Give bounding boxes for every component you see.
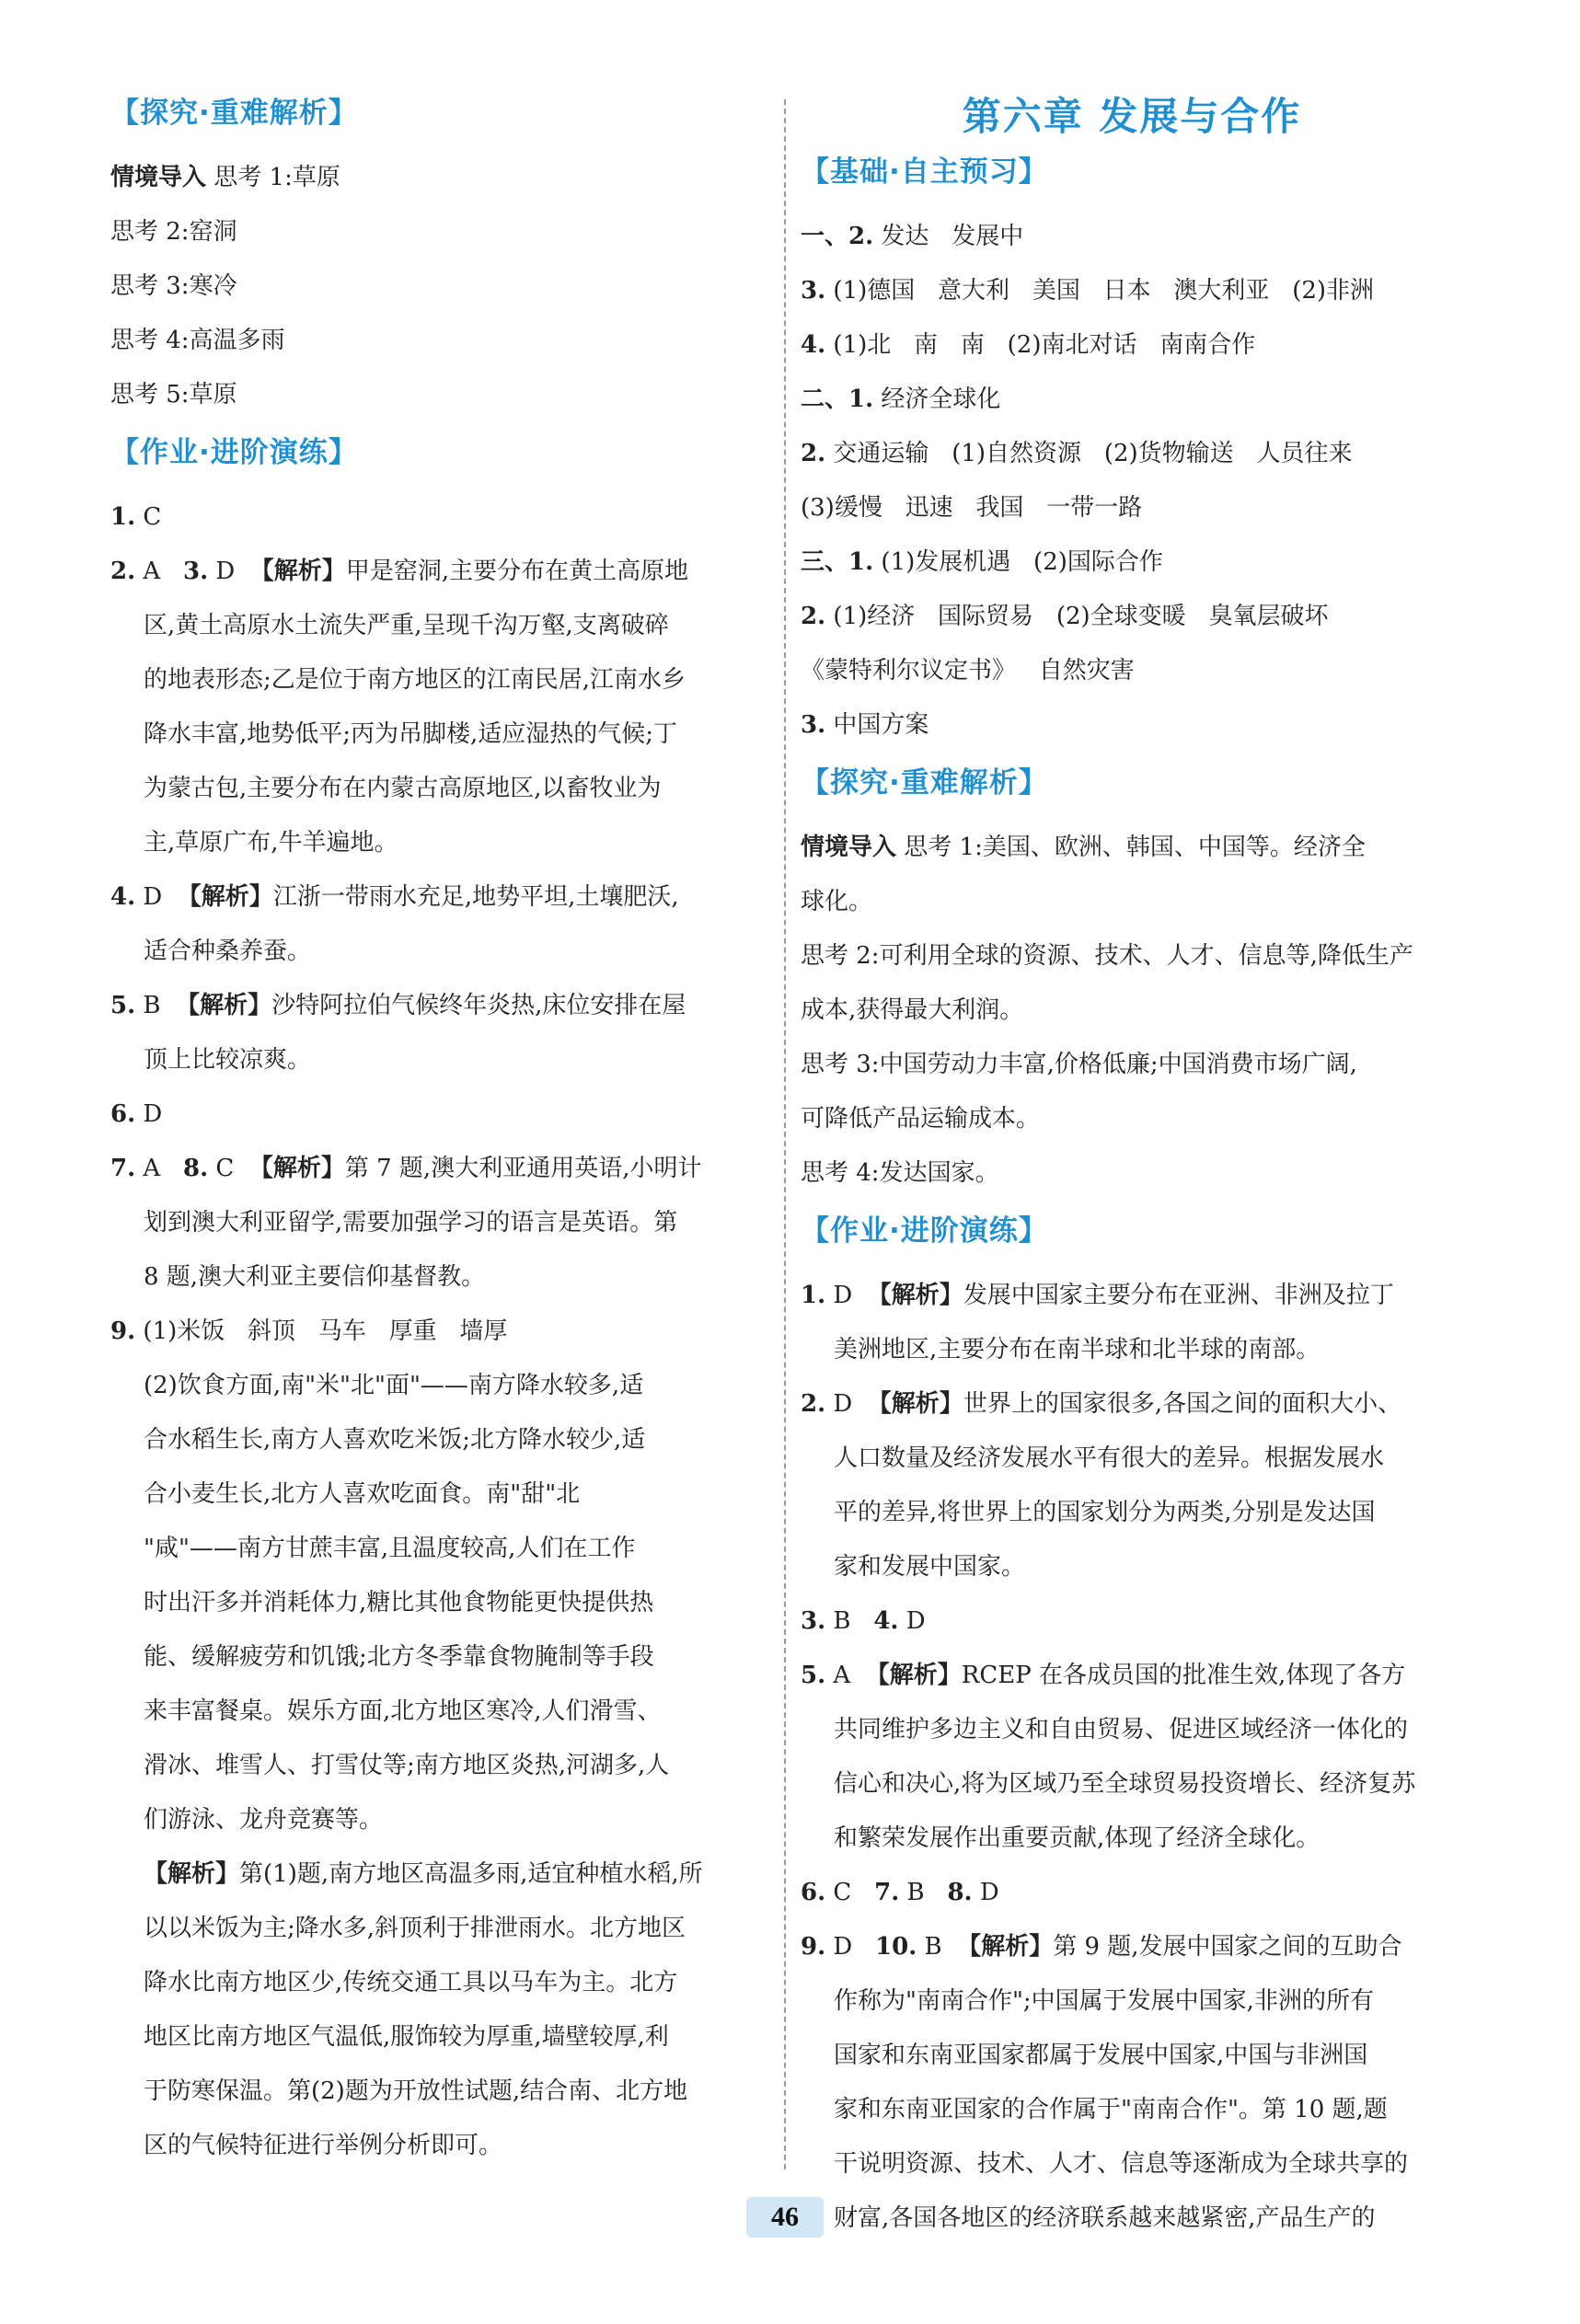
- bold-label: 【解析】: [248, 1155, 345, 1182]
- line-text: D: [825, 1390, 868, 1418]
- answer-line: [110, 2010, 768, 2065]
- line-text: D: [972, 1879, 999, 1906]
- answer-line: [801, 1038, 1463, 1092]
- bold-label: 10.: [875, 1933, 917, 1961]
- line-text: 时出汗多并消耗体力,糖比其他食物能更快提供热: [144, 1589, 654, 1616]
- answer-line: [801, 535, 1463, 590]
- line-text: 能、缓解疲劳和饥饿;北方冬季靠食物腌制等手段: [144, 1643, 654, 1671]
- line-text: (1)米饭 斜顶 马车 厚重 墙厚: [135, 1317, 508, 1345]
- bold-label: 6.: [110, 1100, 136, 1128]
- line-text: 适合种桑养蚕。: [144, 938, 312, 965]
- right-column: [801, 83, 1463, 2246]
- answer-line: [801, 1377, 1463, 1432]
- line-text: 思考 3:中国劳动力丰富,价格低廉;中国消费市场广阔,: [801, 1051, 1357, 1078]
- line-text: 发达 发展中: [873, 223, 1024, 250]
- answer-line: [110, 2065, 768, 2119]
- answer-line: [801, 1323, 1463, 1377]
- answer-line: [801, 1486, 1463, 1540]
- line-text: B: [899, 1879, 948, 1906]
- line-text: 以以米饭为主;降水多,斜顶利于排泄雨水。北方地区: [144, 1915, 686, 1942]
- answer-line: [110, 1413, 768, 1467]
- line-text: B: [135, 992, 177, 1019]
- bold-label: 4.: [110, 883, 136, 911]
- answer-line: [110, 1142, 768, 1196]
- section-heading: 【探究·重难解析】: [801, 766, 1048, 800]
- answer-line: [801, 1594, 1463, 1649]
- answer-line: [110, 259, 768, 314]
- answer-line: [801, 2192, 1463, 2246]
- line-text: 和繁荣发展作出重要贡献,体现了经济全球化。: [834, 1824, 1321, 1852]
- line-text: 滑冰、堆雪人、打雪仗等;南方地区炎热,河湖多,人: [144, 1752, 670, 1779]
- bold-label: 【解析】: [957, 1933, 1054, 1961]
- answer-line: [801, 590, 1463, 644]
- line-text: (1)发展机遇 (2)国际合作: [873, 548, 1163, 576]
- line-text: 国家和东南亚国家都属于发展中国家,中国与非洲国: [834, 2042, 1368, 2069]
- line-text: 江浙一带雨水充足,地势平坦,土壤肥沃,: [272, 883, 679, 911]
- answer-line: [110, 1359, 768, 1413]
- answer-line: [110, 870, 768, 925]
- answer-line: [801, 427, 1463, 481]
- line-text: 思考 4:高温多雨: [110, 327, 285, 354]
- line-text: 主,草原广布,牛羊遍地。: [144, 829, 398, 857]
- answer-line: [801, 481, 1463, 535]
- answer-line: [110, 1739, 768, 1793]
- section-heading: 【基础·自主预习】: [801, 155, 1048, 189]
- line-text: 作称为"南南合作";中国属于发展中国家,非洲的所有: [834, 1987, 1374, 2015]
- line-text: 8 题,澳大利亚主要信仰基督教。: [144, 1263, 486, 1291]
- answer-line: [801, 1866, 1463, 1920]
- bold-label: 1.: [801, 1282, 826, 1309]
- answer-line: [110, 368, 768, 422]
- answer-line: [110, 490, 768, 545]
- line-text: 球化。: [801, 888, 873, 915]
- line-text: 降水丰富,地势低平;丙为吊脚楼,适应湿热的气候;丁: [144, 720, 678, 748]
- line-text: D: [825, 1282, 868, 1309]
- line-text: 第 7 题,澳大利亚通用英语,小明计: [344, 1155, 702, 1182]
- bold-label: 8.: [947, 1879, 973, 1906]
- bold-label: 3.: [801, 1607, 826, 1635]
- line-text: 美洲地区,主要分布在南半球和北半球的南部。: [834, 1336, 1321, 1363]
- answer-line: [110, 151, 768, 205]
- line-text: 们游泳、龙舟竞赛等。: [144, 1806, 384, 1834]
- answer-line: [110, 979, 768, 1033]
- section-heading: 【作业·进阶演练】: [801, 1214, 1048, 1248]
- answer-line: [110, 1196, 768, 1250]
- line-text: D: [208, 558, 250, 585]
- line-text: C: [208, 1155, 249, 1182]
- bold-label: 情境导入: [110, 164, 207, 191]
- answer-line: [110, 653, 768, 708]
- bold-label: 7.: [874, 1879, 900, 1906]
- answer-line: [801, 210, 1463, 264]
- line-text: B: [917, 1933, 958, 1961]
- line-text: (1)德国 意大利 美国 日本 澳大利亚 (2)非洲: [825, 277, 1375, 305]
- line-text: 思考 3:寒冷: [110, 272, 237, 300]
- answer-line: [801, 875, 1463, 929]
- answer-line: [801, 1432, 1463, 1486]
- answer-line: [801, 1812, 1463, 1866]
- answer-line: [801, 1146, 1463, 1201]
- answer-line: [110, 1305, 768, 1359]
- line-text: 来丰富餐桌。娱乐方面,北方地区寒冷,人们滑雪、: [144, 1697, 662, 1725]
- bold-label: 5.: [801, 1662, 826, 1689]
- answer-line: [110, 708, 768, 762]
- line-text: 的地表形态;乙是位于南方地区的江南民居,江南水乡: [144, 666, 686, 694]
- answer-line: [801, 1757, 1463, 1812]
- answer-line: [110, 1793, 768, 1847]
- line-text: 《蒙特利尔议定书》 自然灾害: [801, 657, 1135, 685]
- line-text: 第(1)题,南方地区高温多雨,适宜种植水稻,所: [239, 1860, 703, 1888]
- bold-label: 3.: [801, 277, 826, 305]
- answer-line: [110, 1033, 768, 1087]
- answer-line: [801, 1092, 1463, 1146]
- line-text: 思考 4:发达国家。: [801, 1159, 999, 1187]
- line-text: 人口数量及经济发展水平有很大的差异。根据发展水: [834, 1444, 1385, 1472]
- answer-line: [801, 2083, 1463, 2137]
- line-text: D: [135, 1100, 163, 1128]
- answer-line: [110, 314, 768, 368]
- answer-line: [110, 2119, 768, 2173]
- line-text: 思考 2:可利用全球的资源、技术、人才、信息等,降低生产: [801, 942, 1413, 970]
- line-text: 地区比南方地区气温低,服饰较为厚重,墙壁较厚,利: [144, 2023, 669, 2051]
- bold-label: 9.: [801, 1933, 826, 1961]
- bold-label: 【解析】: [867, 1390, 963, 1418]
- line-text: 于防寒保温。第(2)题为开放性试题,结合南、北方地: [144, 2077, 688, 2105]
- line-text: (1)经济 国际贸易 (2)全球变暖 臭氧层破坏: [825, 603, 1329, 630]
- answer-line: [110, 1522, 768, 1576]
- section-heading: 【探究·重难解析】: [110, 97, 358, 130]
- line-text: 家和发展中国家。: [834, 1553, 1026, 1581]
- line-text: D: [825, 1933, 876, 1961]
- line-text: 合水稻生长,南方人喜欢吃米饭;北方降水较少,适: [144, 1426, 646, 1454]
- bold-label: 4.: [873, 1607, 899, 1635]
- answer-line: [801, 821, 1463, 875]
- page-number: 46: [746, 2197, 824, 2238]
- line-text: 共同维护多边主义和自由贸易、促进区域经济一体化的: [834, 1716, 1409, 1743]
- bold-label: 9.: [110, 1317, 136, 1345]
- line-text: 成本,获得最大利润。: [801, 996, 1024, 1024]
- line-text: 思考 5:草原: [110, 381, 237, 408]
- bold-label: 情境导入: [801, 834, 897, 861]
- line-text: A: [825, 1662, 866, 1689]
- bold-label: 2.: [801, 440, 826, 467]
- line-text: 为蒙古包,主要分布在内蒙古高原地区,以畜牧业为: [144, 775, 662, 802]
- answer-line: [110, 1902, 768, 1956]
- line-text: 区的气候特征进行举例分析即可。: [144, 2132, 503, 2159]
- line-text: B: [825, 1607, 874, 1635]
- answer-line: [801, 698, 1463, 753]
- line-text: "咸"——南方甘蔗丰富,且温度较高,人们在工作: [144, 1535, 636, 1562]
- bold-label: 【解析】: [865, 1662, 962, 1689]
- bold-label: 3.: [183, 558, 209, 585]
- bold-label: 2.: [801, 1390, 826, 1418]
- bold-label: 3.: [801, 711, 826, 739]
- answer-line: [110, 1847, 768, 1902]
- line-text: 降水比南方地区少,传统交通工具以马车为主。北方: [144, 1969, 678, 1996]
- answer-line: [801, 264, 1463, 318]
- line-text: 合小麦生长,北方人喜欢吃面食。南"甜"北: [144, 1480, 581, 1508]
- answer-line: [110, 925, 768, 979]
- bold-label: 5.: [110, 992, 136, 1019]
- line-text: 思考 1:美国、欧洲、韩国、中国等。经济全: [896, 834, 1366, 861]
- answer-line: [801, 1540, 1463, 1594]
- bold-label: 【解析】: [177, 883, 273, 911]
- left-column: [110, 83, 768, 2173]
- line-text: 平的差异,将世界上的国家划分为两类,分别是发达国: [834, 1499, 1376, 1526]
- line-text: D: [135, 883, 178, 911]
- line-text: 思考 2:窑洞: [110, 218, 237, 246]
- answer-line: [110, 1467, 768, 1522]
- line-text: 经济全球化: [873, 385, 1001, 413]
- answer-line: [801, 318, 1463, 373]
- answer-line: [110, 599, 768, 653]
- answer-line: [801, 984, 1463, 1038]
- answer-line: [801, 1703, 1463, 1757]
- answer-line: [801, 1269, 1463, 1323]
- line-text: 中国方案: [825, 711, 929, 739]
- line-text: 发展中国家主要分布在亚洲、非洲及拉丁: [963, 1282, 1394, 1309]
- line-text: RCEP 在各成员国的批准生效,体现了各方: [961, 1662, 1406, 1689]
- chapter-title: 第六章 发展与合作: [962, 94, 1302, 139]
- line-text: C: [135, 503, 162, 531]
- answer-line: [110, 1630, 768, 1685]
- answer-line: [110, 1956, 768, 2010]
- line-text: 甲是窑洞,主要分布在黄土高原地: [345, 558, 689, 585]
- line-text: (2)饮食方面,南"米"北"面"——南方降水较多,适: [144, 1372, 644, 1399]
- answer-line: [801, 644, 1463, 698]
- line-text: A: [135, 558, 183, 585]
- line-text: 世界上的国家很多,各国之间的面积大小、: [963, 1390, 1402, 1418]
- line-text: 沙特阿拉伯气候终年炎热,床位安排在屋: [271, 992, 686, 1019]
- line-text: 顶上比较凉爽。: [144, 1046, 312, 1074]
- bold-label: 7.: [110, 1155, 136, 1182]
- bold-label: 三、1.: [801, 548, 874, 576]
- bold-label: 2.: [110, 558, 136, 585]
- answer-line: [110, 762, 768, 816]
- line-text: (1)北 南 南 (2)南北对话 南南合作: [825, 331, 1256, 359]
- line-text: 财富,各国各地区的经济联系越来越紧密,产品生产的: [834, 2204, 1376, 2232]
- bold-label: 【解析】: [176, 992, 272, 1019]
- bold-label: 一、2.: [801, 223, 874, 250]
- answer-line: [110, 1685, 768, 1739]
- line-text: 信心和决心,将为区域乃至全球贸易投资增长、经济复苏: [834, 1770, 1416, 1798]
- line-text: 划到澳大利亚留学,需要加强学习的语言是英语。第: [144, 1209, 678, 1237]
- line-text: (3)缓慢 迅速 我国 一带一路: [801, 494, 1143, 522]
- answer-line: [801, 1920, 1463, 1974]
- answer-line: [110, 205, 768, 259]
- line-text: 可降低产品运输成本。: [801, 1105, 1041, 1133]
- bold-label: 4.: [801, 331, 826, 359]
- line-text: A: [135, 1155, 183, 1182]
- answer-line: [110, 1576, 768, 1630]
- answer-line: [801, 1974, 1463, 2029]
- bold-label: 1.: [110, 503, 136, 531]
- bold-label: 2.: [801, 603, 826, 630]
- line-text: 家和东南亚国家的合作属于"南南合作"。第 10 题,题: [834, 2096, 1388, 2123]
- bold-label: 【解析】: [144, 1860, 240, 1888]
- answer-line: [110, 1087, 768, 1142]
- line-text: 干说明资源、技术、人才、信息等逐渐成为全球共享的: [834, 2150, 1409, 2178]
- answer-line: [801, 2029, 1463, 2083]
- bold-label: 6.: [801, 1879, 826, 1906]
- answer-line: [801, 2137, 1463, 2192]
- answer-line: [801, 929, 1463, 984]
- line-text: D: [898, 1607, 926, 1635]
- answer-line: [801, 373, 1463, 427]
- line-text: 思考 1:草原: [206, 164, 340, 191]
- line-text: 区,黄土高原水土流失严重,呈现千沟万壑,支离破碎: [144, 612, 669, 639]
- line-text: 第 9 题,发展中国家之间的互助合: [1053, 1933, 1402, 1961]
- section-heading: 【作业·进阶演练】: [110, 436, 358, 469]
- answer-line: [110, 1250, 768, 1305]
- column-divider: [784, 99, 786, 2169]
- bold-label: 二、1.: [801, 385, 874, 413]
- answer-line: [801, 1649, 1463, 1703]
- bold-label: 8.: [183, 1155, 209, 1182]
- answer-line: [110, 816, 768, 870]
- bold-label: 【解析】: [249, 558, 346, 585]
- answer-line: [110, 545, 768, 599]
- line-text: C: [825, 1879, 875, 1906]
- line-text: 交通运输 (1)自然资源 (2)货物输送 人员往来: [825, 440, 1353, 467]
- bold-label: 【解析】: [867, 1282, 963, 1309]
